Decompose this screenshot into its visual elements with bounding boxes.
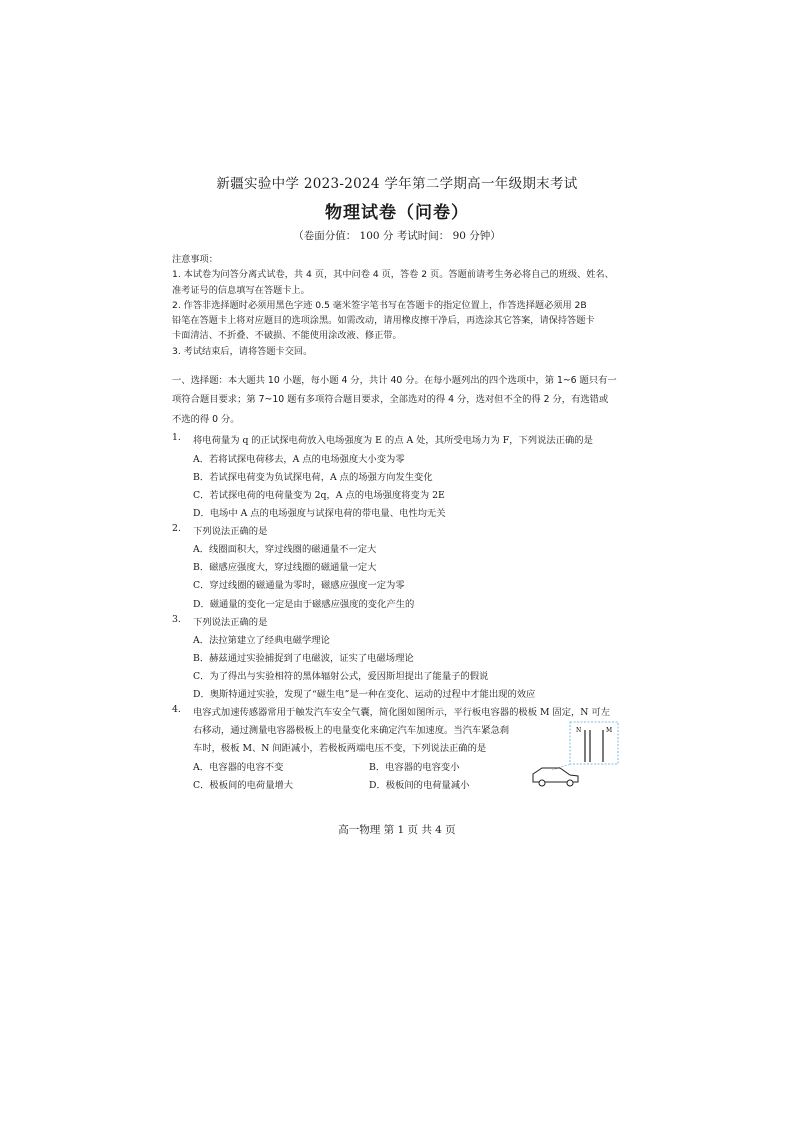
option-d: D．极板间的电荷量减小 bbox=[369, 780, 470, 791]
option-d: D．电场中 A 点的电场强度与试探电荷的带电量、电性均无关 bbox=[193, 508, 446, 519]
option-b: B．若试探电荷变为负试探电荷，A 点的场强方向发生变化 bbox=[193, 472, 433, 483]
option-a: A．线圈面积大，穿过线圈的磁通量不一定大 bbox=[193, 544, 377, 555]
question-stem: 下列说法正确的是 bbox=[193, 526, 268, 537]
option-a: A．电容器的电容不变 bbox=[193, 762, 284, 773]
notes-line: 2. 作答非选择题时必须用黑色字迹 0.5 毫米签字笔书写在答题卡的指定位置上，作答选择题必须用 2B bbox=[172, 299, 587, 311]
question-stem-cont: 车时，极板 M、N 间距减小，若极板两端电压不变，下列说法正确的是 bbox=[193, 743, 487, 754]
option-b: B．电容器的电容变小 bbox=[369, 762, 460, 773]
notes-line: 3. 考试结束后，请将答题卡交回。 bbox=[172, 345, 313, 357]
section-line: 项符合题目要求；第 7~10 题有多项符合题目要求，全部选对的得 4 分，选对但不全的得 2 分，有选错或 bbox=[172, 394, 609, 406]
option-d: D．奥斯特通过实验，发现了“磁生电”是一种在变化、运动的过程中才能出现的效应 bbox=[193, 689, 536, 700]
option-a: A．若将试探电荷移去，A 点的电场强度大小变为零 bbox=[193, 454, 405, 465]
section-line: 一、选择题：本大题共 10 小题，每小题 4 分，共计 40 分。在每小题列出的四个选项中，第 1~6 题只有一 bbox=[172, 375, 617, 386]
car-wheel-front bbox=[567, 780, 573, 786]
question-number: 1. bbox=[172, 432, 181, 443]
exam-title: 物理试卷（问卷） bbox=[325, 203, 469, 223]
option-b: B．赫兹通过实验捕捉到了电磁波，证实了电磁场理论 bbox=[193, 653, 414, 664]
question-stem-cont: 右移动，通过测量电容器极板上的电量变化来确定汽车加速度。当汽车紧急刹 bbox=[193, 725, 510, 736]
section-instructions bbox=[172, 371, 632, 429]
option-d: D．磁通量的变化一定是由于磁感应强度的变化产生的 bbox=[193, 599, 415, 610]
car-wheel-rear bbox=[539, 780, 545, 786]
notes-line: 铅笔在答题卡上将对应题目的选项涂黑。如需改动，请用橡皮擦干净后，再选涂其它答案，请保持答题卡 bbox=[172, 315, 595, 327]
school-title: 新疆实验中学 2023-2024 学年第二学期高一年级期末考试 bbox=[216, 176, 578, 192]
label-n: N bbox=[576, 727, 582, 734]
option-b: B．磁感应强度大，穿过线圈的磁通量一定大 bbox=[193, 562, 377, 573]
option-c: C．极板间的电荷量增大 bbox=[193, 780, 294, 791]
option-c: C．为了得出与实验相符的黑体辐射公式，爱因斯坦提出了能量子的假说 bbox=[193, 671, 489, 682]
page-footer: 高一物理 第 1 页 共 4 页 bbox=[338, 824, 456, 836]
score-info: （卷面分值： 100 分 考试时间： 90 分钟） bbox=[293, 230, 501, 242]
label-m: M bbox=[606, 727, 613, 734]
question-stem: 电容式加速传感器常用于触发汽车安全气囊，简化图如图所示，平行板电容器的极板 M 固定，N 可左 bbox=[193, 707, 610, 718]
option-c: C．若试探电荷的电荷量变为 2q，A 点的电场强度将变为 2E bbox=[193, 490, 445, 501]
notes-heading: 注意事项： bbox=[172, 254, 218, 265]
question-number: 2. bbox=[172, 523, 181, 534]
option-a: A．法拉第建立了经典电磁学理论 bbox=[193, 635, 330, 646]
question-number: 3. bbox=[172, 614, 181, 625]
capacitor-car-figure bbox=[530, 720, 630, 790]
section-line: 不选的得 0 分。 bbox=[172, 413, 240, 425]
question-stem: 下列说法正确的是 bbox=[193, 617, 268, 628]
notes-block bbox=[172, 252, 632, 359]
notes-line: 准考证号的信息填写在答题卡上。 bbox=[172, 284, 310, 296]
question-number: 4. bbox=[172, 704, 181, 715]
notes-line: 1. 本试卷为问答分离式试卷，共 4 页，其中问卷 4 页，答卷 2 页。答题前请考生务必将自己的班级、姓名、 bbox=[172, 269, 614, 281]
question-stem: 将电荷量为 q 的正试探电荷放入电场强度为 E 的点 A 处，其所受电场力为 F，下列说法正确的是 bbox=[193, 435, 593, 446]
option-c: C．穿过线圈的磁通量为零时，磁感应强度一定为零 bbox=[193, 580, 405, 591]
notes-line: 卡面清洁、不折叠、不破损、不能使用涂改液、修正带。 bbox=[172, 330, 402, 342]
